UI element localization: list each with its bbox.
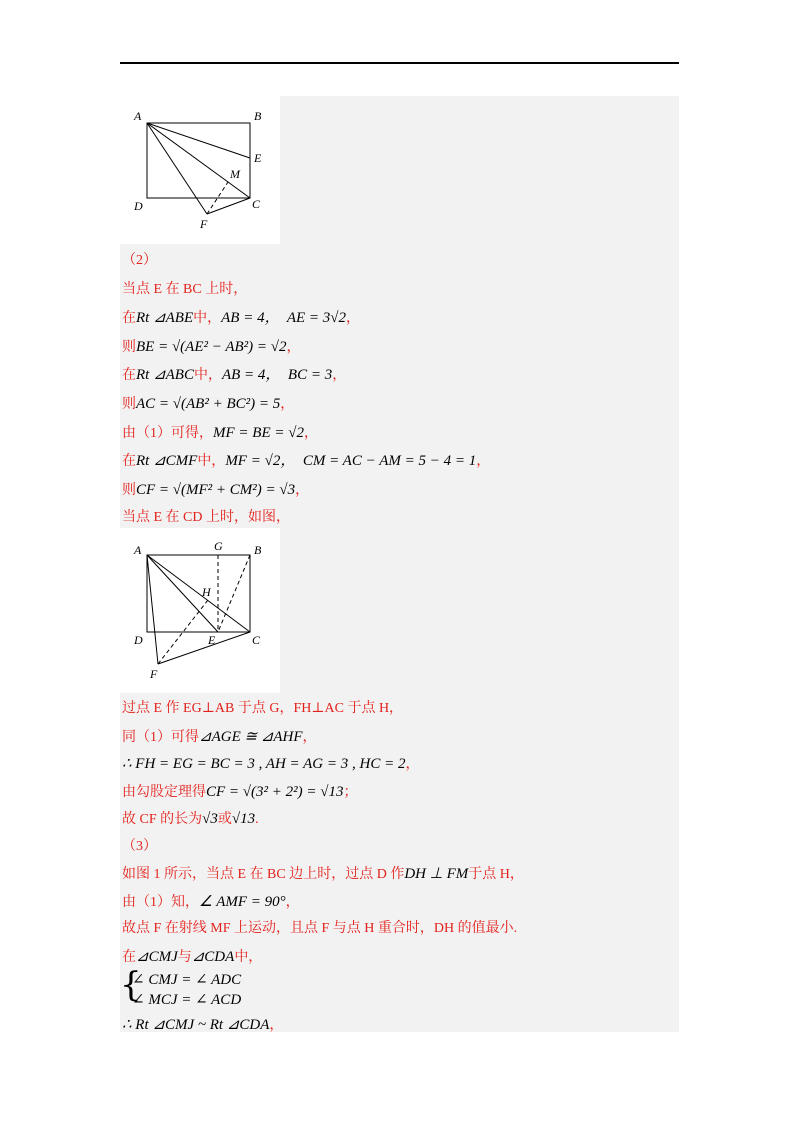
solution-text: 当点 E 在 CD 上时，如图，: [122, 510, 290, 526]
math-expression: DH ⊥ FM: [404, 866, 469, 882]
solution-line: [122, 479, 309, 501]
math-expression: Rt ⊿CMF: [136, 453, 198, 470]
solution-text: ，: [346, 311, 360, 327]
solution-line: [122, 279, 247, 301]
solution-text: ，: [302, 729, 317, 745]
math-expression: BE = √(AE² − AB²) = √2: [136, 338, 287, 355]
figure-2: [120, 528, 280, 693]
header-rule: [120, 62, 679, 64]
math-expression: √13: [231, 811, 256, 827]
solution-line: [122, 863, 524, 885]
math-expression: √3: [202, 811, 218, 827]
solution-text: ；: [343, 784, 358, 800]
fig2-label-b: B: [254, 543, 262, 557]
solution-line: [122, 726, 317, 748]
solution-line: [122, 808, 259, 830]
math-expression: AB = 4， BC = 3: [221, 367, 333, 384]
math-expression: ∠ AMF = 90°: [199, 893, 286, 910]
solution-text: ，: [286, 339, 301, 355]
math-expression: Rt ⊿ABE: [136, 310, 194, 327]
solution-line: [122, 250, 157, 272]
fig1-label-m: M: [230, 167, 240, 181]
solution-text: 中，: [193, 311, 222, 327]
system-row-2: ∠ MCJ = ∠ ACD: [132, 992, 242, 1008]
solution-line: [122, 781, 357, 803]
math-expression: AC = √(AB² + BC²) = 5: [136, 396, 281, 412]
solution-text: 当点 E 在 BC 上时，: [122, 281, 248, 297]
solution-text: 与: [177, 949, 192, 965]
solution-text: ，: [476, 454, 491, 470]
solution-line: [122, 507, 290, 529]
fig1-label-b: B: [254, 109, 262, 123]
fig1-label-e: E: [254, 151, 262, 165]
solution-text: 故点 F 在射线 MF 上运动，且点 F 与点 H 重合时，DH 的值最小.: [122, 921, 518, 936]
solution-line: [122, 393, 294, 415]
solution-text: 由勾股定理得: [122, 784, 206, 800]
solution-line: [122, 698, 403, 720]
math-expression: Rt ⊿ABC: [136, 367, 194, 384]
solution-text: 由（1）知，: [122, 894, 199, 910]
fig2-label-g: G: [214, 539, 223, 553]
fig1-label-c: C: [252, 197, 261, 211]
fig2-label-h: H: [202, 585, 211, 599]
solution-line: [122, 307, 360, 329]
system-brace: {: [120, 965, 142, 1005]
solution-line: [122, 450, 490, 472]
solution-text: ，: [295, 482, 310, 498]
solution-text: （3）: [122, 838, 157, 854]
math-expression: ⊿CDA: [191, 948, 235, 965]
math-expression: ⊿AGE ≅ ⊿AHF: [199, 728, 303, 745]
solution-text: 在: [122, 368, 136, 384]
conclusion-line: [122, 1014, 283, 1036]
solution-text: 中，: [234, 949, 263, 965]
solution-text: 则: [122, 482, 136, 498]
solution-text: 如图 1 所示，当点 E 在 BC 边上时，过点 D 作: [122, 867, 405, 882]
fig1-label-a: A: [134, 109, 142, 123]
solution-text: ，: [332, 368, 347, 384]
math-expression: AB = 4， AE = 3√2: [221, 310, 346, 327]
solution-line: [122, 891, 300, 913]
solution-line: [122, 336, 301, 358]
math-expression: CF = √(3² + 2²) = √13: [206, 783, 344, 800]
solution-text: 在: [122, 311, 136, 327]
conclusion-punct: ，: [269, 1018, 284, 1033]
solution-text: ，: [303, 425, 318, 441]
solution-text: 由（1）可得，: [122, 425, 213, 441]
system-row-1: ∠ CMJ = ∠ ADC: [132, 972, 242, 988]
solution-text: 则: [122, 339, 136, 355]
fig2-label-c: C: [252, 633, 261, 647]
solution-text: （2）: [122, 253, 157, 268]
solution-line: [122, 364, 346, 386]
solution-line: [122, 836, 157, 858]
math-expression: MF = BE = √2: [213, 424, 304, 441]
solution-text: 同（1）可得: [122, 729, 199, 745]
solution-text: ，: [285, 894, 300, 910]
solution-line: [122, 422, 318, 444]
solution-text: 则: [122, 397, 136, 412]
fig1-label-d: D: [134, 199, 143, 213]
fig2-label-e: E: [208, 633, 216, 647]
fig2-label-a: A: [134, 543, 142, 557]
math-expression: MF = √2， CM = AC − AM = 5 − 4 = 1: [225, 453, 477, 470]
solution-text: ，: [405, 757, 420, 772]
math-expression: CF = √(MF² + CM²) = √3: [136, 481, 296, 498]
solution-line: [122, 918, 517, 940]
solution-text: 过点 E 作 EG⊥AB 于点 G，FH⊥AC 于点 H，: [122, 701, 404, 716]
fig2-label-d: D: [134, 633, 143, 647]
solution-text: 中，: [197, 454, 226, 470]
solution-line: [122, 946, 262, 968]
solution-text: 在: [122, 949, 136, 965]
solution-line: [122, 753, 419, 775]
equation-system: [132, 970, 241, 1010]
fig1-label-f: F: [200, 217, 208, 231]
solution-text: 在: [122, 454, 136, 470]
solution-text: ，: [280, 397, 295, 412]
fig2-label-f: F: [150, 667, 158, 681]
solution-text: .: [255, 812, 259, 827]
solution-text: 故 CF 的长为: [122, 812, 203, 827]
solution-text: 或: [217, 812, 232, 827]
solution-text: 中，: [193, 368, 222, 384]
solution-text: 于点 H，: [468, 867, 524, 882]
conclusion-math: ∴ Rt ⊿CMJ ~ Rt ⊿CDA: [122, 1017, 270, 1033]
math-expression: ∴ FH = EG = BC = 3 , AH = AG = 3 , HC = 2: [122, 756, 406, 772]
math-expression: ⊿CMJ: [136, 948, 178, 965]
figure-1: [120, 96, 280, 244]
